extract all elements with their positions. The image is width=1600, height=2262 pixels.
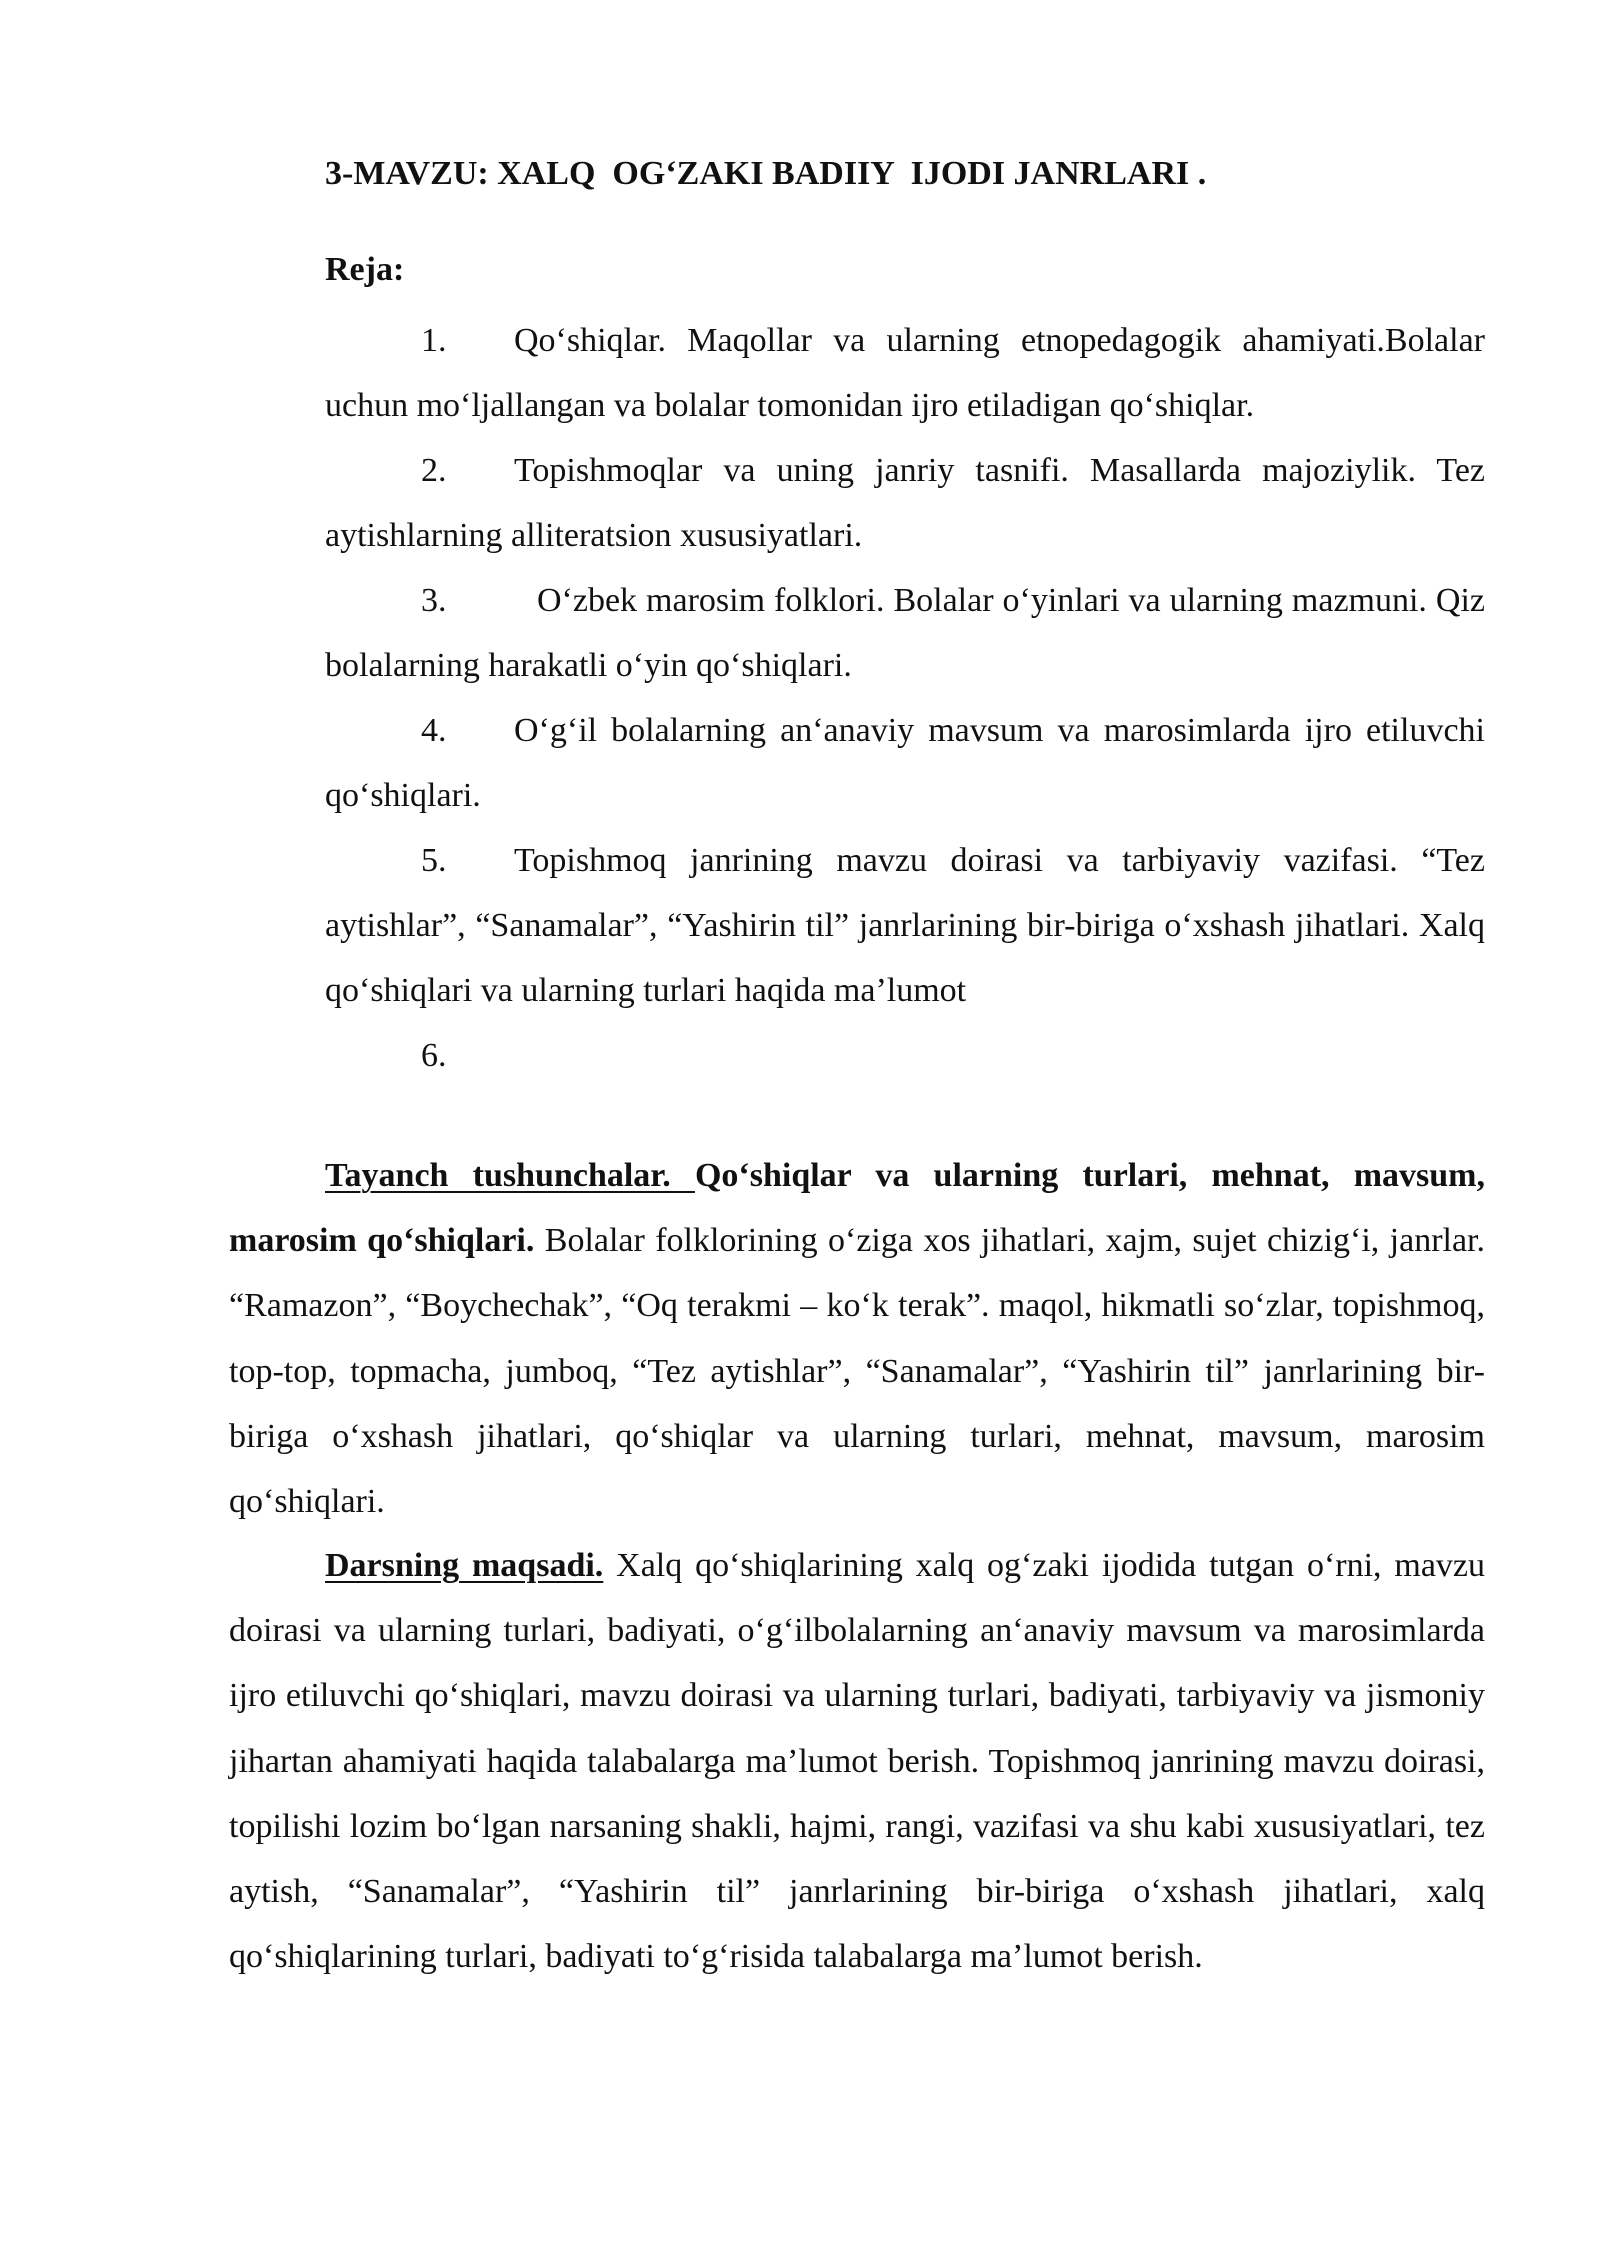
plan-item-text: Qo‘shiqlar. Maqollar va ularning etnopedagogik ahamiyati.Bolalar uchun mo‘ljallangan va bolalar tomonidan ijro etiladigan qo‘shiqlar. xyxy=(325,322,1485,424)
lesson-goal-text: Xalq qo‘shiqlarining xalq og‘zaki ijodida tutgan o‘rni, mavzu doirasi va ularning turlari, badiyati, o‘g‘ilbolalarning an‘anaviy mavsum va marosimlarda ijro etiluvchi qo‘shiqlari, mavzu doirasi va ularning turlari, badiyati, tarbiyaviy va jismoniy jihartan ahamiyati haqida talabalarga ma’lumot berish. Topishmoq janrining mavzu doirasi, topilishi lozim bo‘lgan narsaning shakli, hajmi, rangi, vazifasi va shu kabi xususiyatlari, tez aytish, “Sanamalar”, “Yashirin til” janrlarining bir-biriga o‘xshash jihatlari, xalq qo‘shiqlarining turlari, badiyati to‘g‘risida talabalarga ma’lumot berish. xyxy=(229,1547,1486,1976)
lesson-goal-label: Darsning maqsadi. xyxy=(325,1547,604,1584)
plan-item-number: 1. xyxy=(421,322,447,359)
plan-item xyxy=(325,438,1485,568)
plan-item-text: Topishmoq janrining mavzu doirasi va tarbiyaviy vazifasi. “Tez aytishlar”, “Sanamalar”, “Yashirin til” janrlarining bir-biriga o‘xshash jihatlari. Xalq qo‘shiqlari va ularning turlari haqida ma’lumot xyxy=(325,842,1485,1009)
plan-item-number: 6. xyxy=(421,1037,447,1074)
plan-item-text: O‘zbek marosim folklori. Bolalar o‘yinlari va ularning mazmuni. Qiz bolalarning harakatli o‘yin qo‘shiqlari. xyxy=(325,582,1485,684)
plan-list xyxy=(325,308,1485,1088)
key-concepts-paragraph xyxy=(229,1143,1485,1534)
document-title: 3-MAVZU: XALQ OG‘ZAKI BADIIY IJODI JANRLARI . xyxy=(325,155,1207,192)
plan-item-number: 3. xyxy=(421,582,447,619)
plan-item xyxy=(325,308,1485,438)
lesson-goal-paragraph xyxy=(229,1533,1485,1989)
plan-item xyxy=(325,1023,1485,1088)
key-concepts-bold-text: Qo‘shiqlar va ularning turlari, mehnat, mavsum, marosim qo‘shiqlari. xyxy=(229,1157,1485,1260)
plan-item xyxy=(325,698,1485,828)
plan-heading: Reja: xyxy=(325,251,405,288)
plan-item-number: 2. xyxy=(421,452,447,489)
plan-item-number: 5. xyxy=(421,842,447,879)
plan-item-text: Topishmoqlar va uning janriy tasnifi. Masallarda majoziylik. Tez aytishlarning alliteratsion xususiyatlari. xyxy=(325,452,1485,554)
plan-item xyxy=(325,828,1485,1023)
plan-item-number: 4. xyxy=(421,712,447,749)
plan-item xyxy=(325,568,1485,698)
plan-item-text: O‘g‘il bolalarning an‘anaviy mavsum va marosimlarda ijro etiluvchi qo‘shiqlari. xyxy=(325,712,1485,814)
key-concepts-label: Tayanch tushunchalar. xyxy=(325,1157,695,1194)
key-concepts-text: Bolalar folklorining o‘ziga xos jihatlari, xajm, sujet chizig‘i, janrlar. “Ramazon”, “Boychechak”, “Oq terakmi – ko‘k terak”. maqol, hikmatli so‘zlar, topishmoq, top-top, topmacha, jumboq, “Tez aytishlar”, “Sanamalar”, “Yashirin til” janrlarining bir-biriga o‘xshash jihatlari, qo‘shiqlar va ularning turlari, mehnat, mavsum, marosim qo‘shiqlari. xyxy=(229,1222,1486,1521)
